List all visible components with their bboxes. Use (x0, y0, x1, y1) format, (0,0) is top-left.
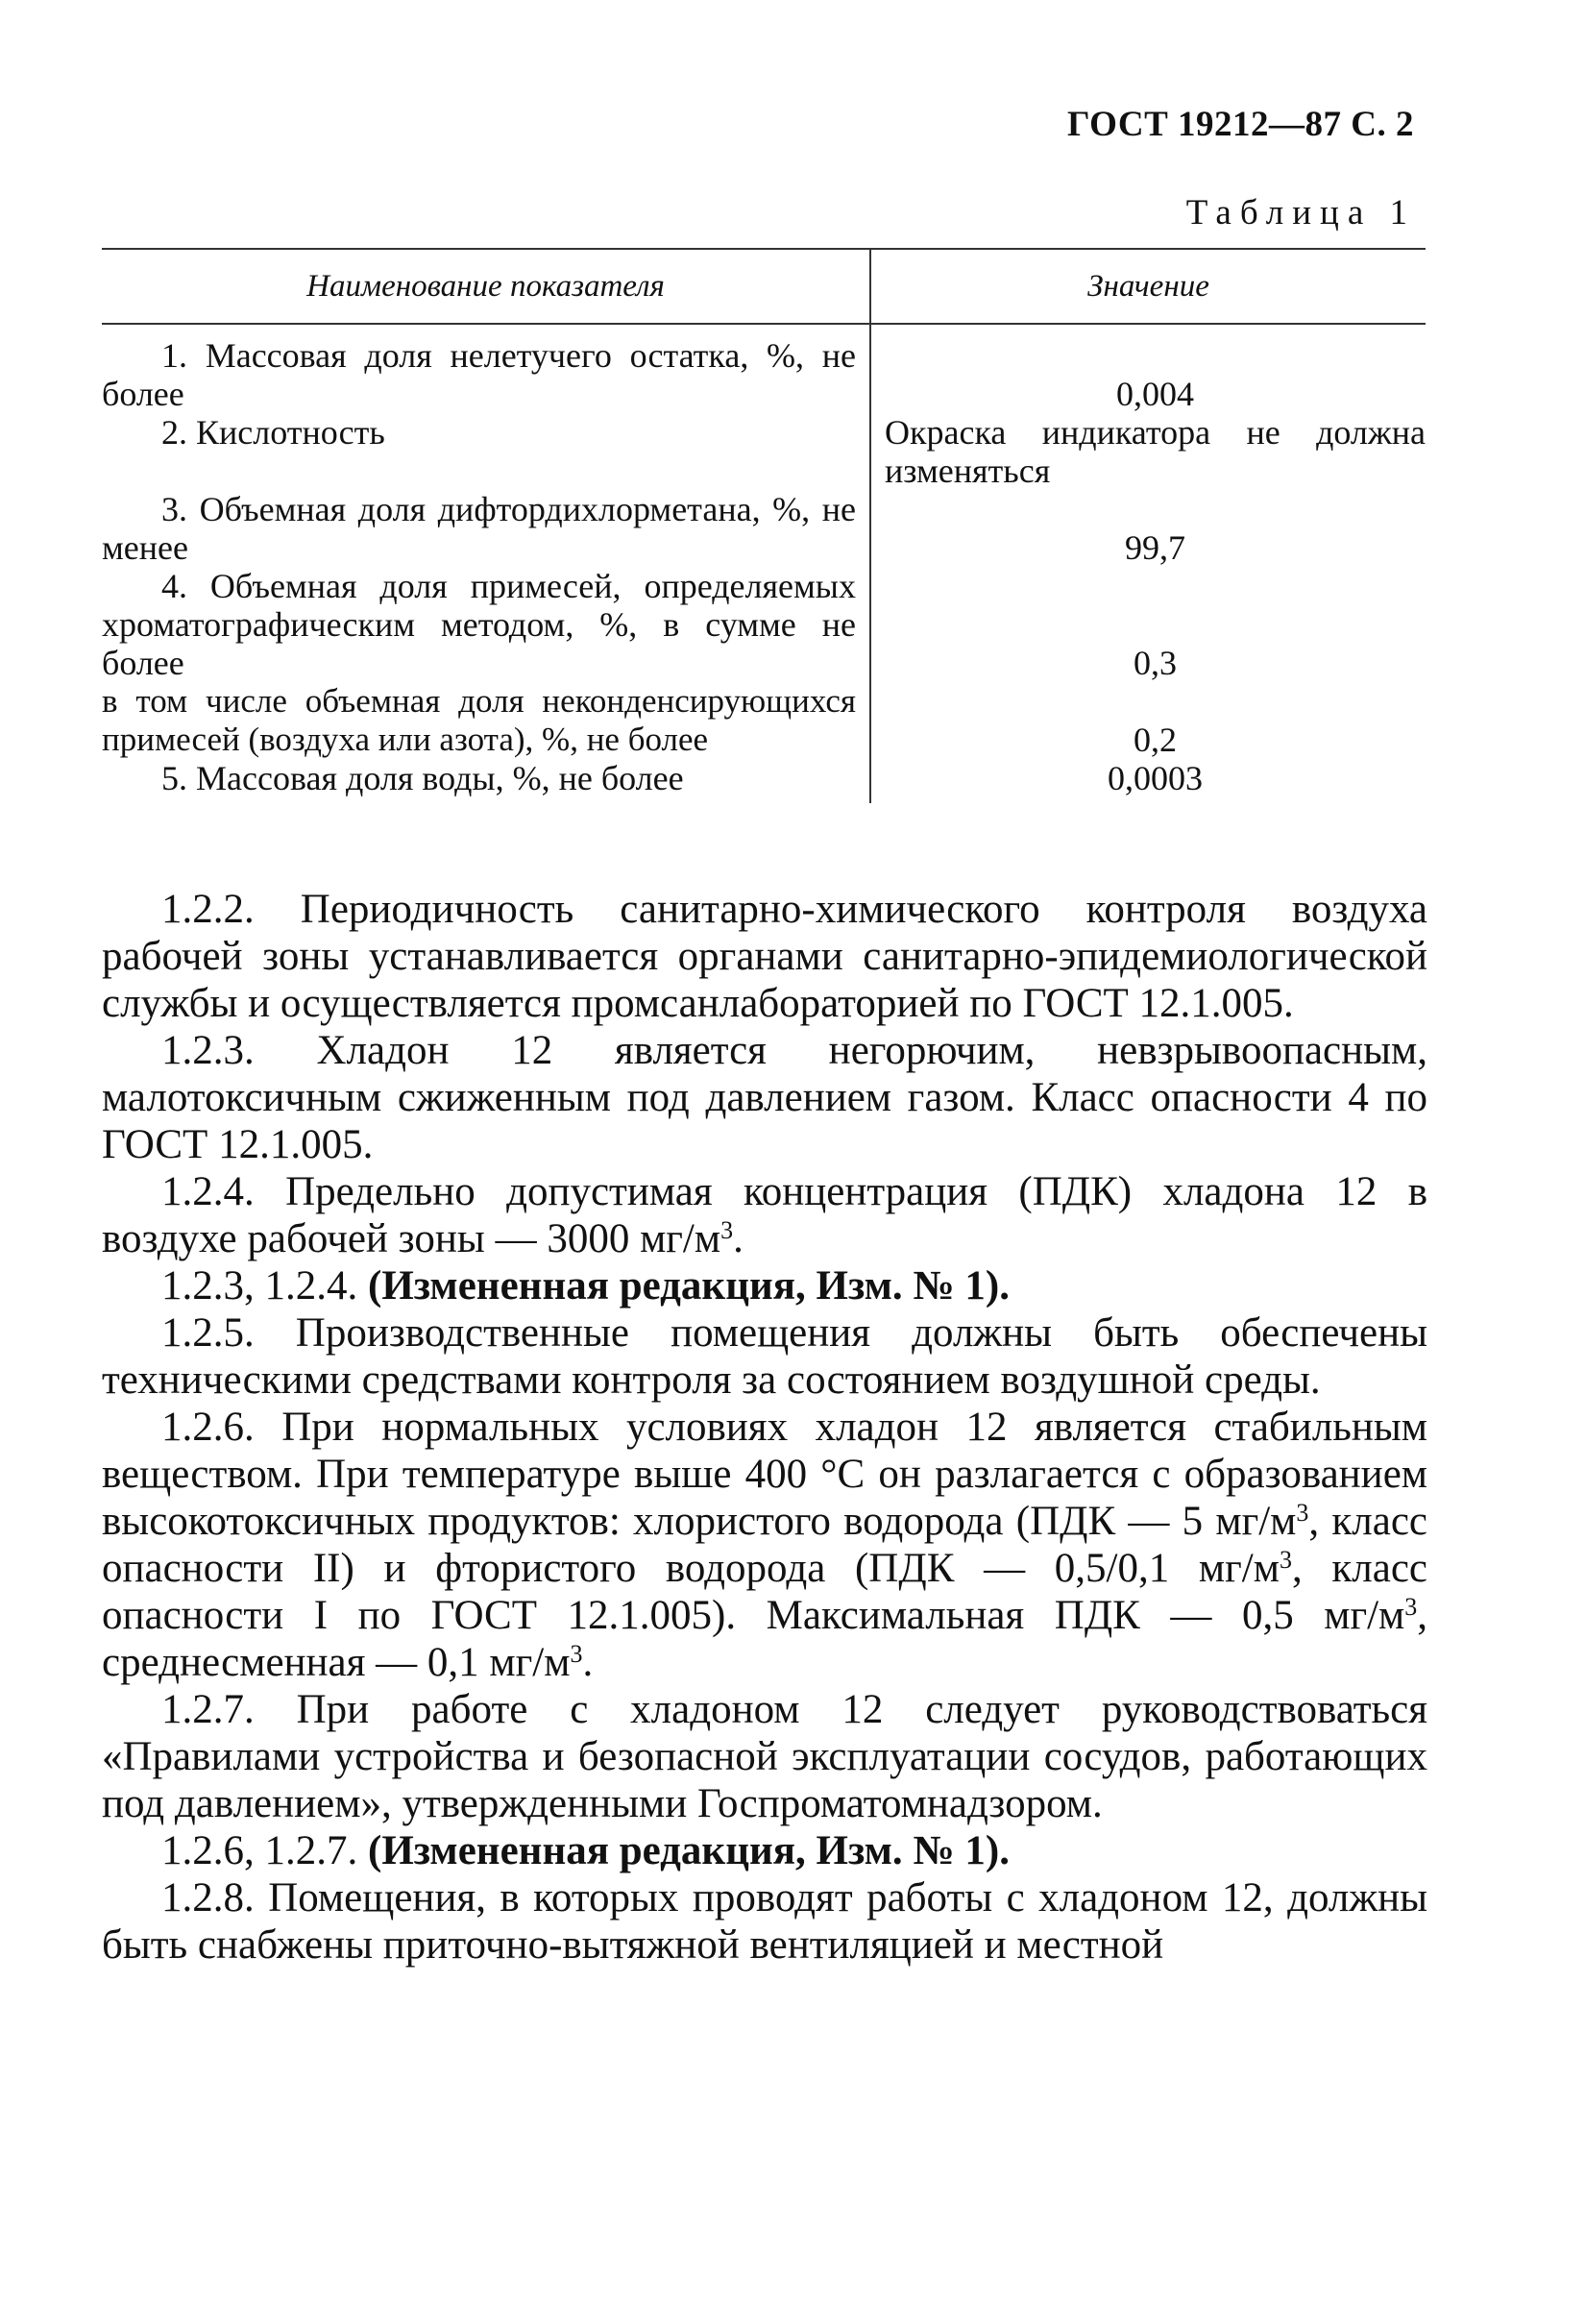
paragraph-text: . (733, 1216, 744, 1261)
table-caption: Таблица 1 (1185, 193, 1416, 232)
paragraph-1-2-5: 1.2.5. Производственные помещения должны быть обеспечены техническими средствами контроля за состоянием воздушной среды. (102, 1310, 1427, 1403)
indicator-value: 99,7 (1125, 528, 1185, 567)
indicator-name: 2. Кислотность (102, 413, 870, 490)
amendment-note-1 (102, 1262, 1427, 1309)
paragraph-text: 1.2.4. Предельно допустимая концентрация (ПДК) хладона 12 в воздухе рабочей зоны — 3000 мг/м (102, 1169, 1427, 1261)
amendment-ref: 1.2.6, 1.2.7. (161, 1828, 368, 1873)
amendment-label: (Измененная редакция, Изм. № 1). (368, 1828, 1010, 1873)
table-row (102, 682, 1426, 759)
paragraph-text: , среднесменная — 0,1 мг/м (102, 1593, 1427, 1685)
indicator-name: 5. Массовая доля воды, %, не более (102, 759, 870, 803)
table-header-row (102, 249, 1426, 324)
indicator-name: 4. Объемная доля примесей, определяемых хроматографическим методом, %, в сумме не более (102, 567, 870, 682)
table-row (102, 413, 1426, 490)
indicator-name: в том числе объемная доля неконденсирующихся примесей (воздуха или азота), %, не более (102, 682, 870, 759)
superscript: 3 (720, 1216, 734, 1244)
indicator-name: 1. Массовая доля нелетучего остатка, %, не более (102, 324, 870, 413)
indicator-value: 0,0003 (1108, 759, 1203, 797)
indicators-table (102, 248, 1426, 803)
amendment-note-2 (102, 1827, 1427, 1874)
paragraph-1-2-8: 1.2.8. Помещения, в которых проводят работы с хладоном 12, должны быть снабжены приточно-вытяжной вентиляцией и местной (102, 1875, 1427, 1968)
column-header-name: Наименование показателя (102, 249, 870, 324)
paragraph-1-2-7: 1.2.7. При работе с хладоном 12 следует руководствоваться «Правилами устройства и безопасной эксплуатации сосудов, работающих под давлением», утвержденными Госпроматомнадзором. (102, 1687, 1427, 1826)
column-header-value: Значение (870, 249, 1426, 324)
superscript: 3 (1279, 1546, 1292, 1574)
table-row (102, 324, 1426, 413)
paragraph-1-2-4 (102, 1168, 1427, 1262)
indicator-value: 0,3 (1134, 644, 1177, 682)
superscript: 3 (1404, 1593, 1418, 1621)
table-row (102, 759, 1426, 803)
paragraph-text: , класс опасности II) и фтористого водорода (ПДК — 0,5/0,1 мг/м (102, 1499, 1427, 1591)
paragraph-1-2-3: 1.2.3. Хладон 12 является негорючим, невзрывоопасным, малотоксичным сжиженным под давлением газом. Класс опасности 4 по ГОСТ 12.1.005. (102, 1028, 1427, 1167)
table-row (102, 567, 1426, 682)
indicator-name: 3. Объемная доля дифтордихлорметана, %, не менее (102, 490, 870, 567)
superscript: 3 (570, 1640, 583, 1668)
superscript: 3 (1296, 1499, 1309, 1527)
indicator-value: Окраска индикатора не должна изменяться (885, 413, 1426, 490)
body-text (102, 886, 1427, 1969)
indicator-value: 0,004 (1116, 375, 1194, 413)
table-row (102, 490, 1426, 567)
paragraph-text: 1.2.6. При нормальных условиях хладон 12 является стабильным веществом. При температуре выше 400 °С он разлагается с образованием высокотоксичных продуктов: хлористого водорода (ПДК — 5 мг/м (102, 1405, 1427, 1544)
paragraph-1-2-2: 1.2.2. Периодичность санитарно-химического контроля воздуха рабочей зоны устанавливается органами санитарно-эпидемиологической службы и осуществляется промсанлабораторией по ГОСТ 12.1.005. (102, 887, 1427, 1026)
paragraph-text: . (582, 1640, 594, 1685)
paragraph-1-2-6 (102, 1404, 1427, 1686)
indicator-value: 0,2 (1134, 721, 1177, 759)
paragraph-text: , класс опасности I по ГОСТ 12.1.005). Максимальная ПДК — 0,5 мг/м (102, 1546, 1427, 1638)
page-header: ГОСТ 19212—87 С. 2 (1067, 105, 1414, 144)
amendment-ref: 1.2.3, 1.2.4. (161, 1263, 368, 1309)
amendment-label: (Измененная редакция, Изм. № 1). (368, 1263, 1010, 1309)
